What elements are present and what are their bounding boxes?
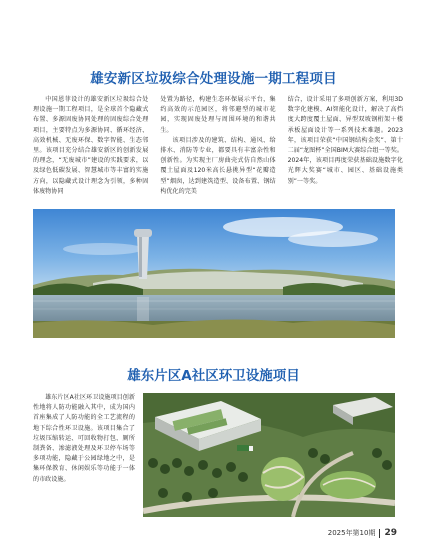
waste-facility-photo: [33, 209, 395, 338]
article1-column-3: [288, 95, 403, 207]
page-number: 29: [384, 528, 397, 538]
article1-title: 雄安新区垃圾综合处理设施一期工程项目: [90, 71, 337, 87]
article1-paragraph: 该项目涉及的建筑、结构、通风、给排水、消防等专业，都要具有丰富杂性和创新性。为实现主厂房曲壳式仿自然山体覆土屋面及120米高长悬挑异型“花瓣造型”烟囱，达到建筑造型、设备布置、钢结构优化的完美: [160, 136, 276, 195]
footer-divider: [379, 529, 380, 538]
article2-title: 雄东片区A社区环卫设施项目: [127, 368, 300, 384]
article1-paragraph: 中国恩菲设计的雄安新区垃圾综合处理设施一期工程项目，是全球首个隐藏式布置、多源固废协同处理的固废综合处理项目，主要特点为多源协同、循环经济、高效机械、无废环保、数字智能、生态邻里。该项目充分结合雄安新区的创新发展的理念，“无废城市”建设的实践要求，以及绿色低碳发展、智慧城市等丰富的实施方向，以隐藏式设计理念为引领，多种固体废物协同: [33, 96, 149, 195]
article1-body: [33, 95, 403, 207]
article1-column-2: [160, 95, 275, 207]
issue-label: 2025年第10期: [327, 529, 376, 537]
article2-paragraph: 雄东片区A社区环卫设施项目创新性地将人防功能融入其中，成为国内首座集成了人防功能的全工艺流程的地下综合性环卫设施。该项目集合了垃圾压缩转运、可回收物打包、厕所制粪备、渗滤液处理及环卫停车场等多项功能，隐藏于公园绿地之中，是集环保教育、休闲娱乐等功能于一体的市政设施。: [33, 394, 135, 483]
sanitation-facility-aerial-photo: [143, 393, 395, 517]
article1-paragraph: 结合，设计采用了多项创新方案，利用3D数字化建模、AI智能化设计，解决了高挡度大跨度覆土屋面、异型双坡钢桁架＋楼承板屋面设计等一系列技术难题。2023年，该项目荣获“中国钢结构金奖”、第十二届“龙图杯”全国BIM大赛综合组一等奖。2024年，该项目再度荣获基础设施数字化光辉大奖赛“城市、园区、基础设施类别”一等奖。: [287, 96, 403, 185]
article2-body: [33, 393, 135, 508]
article1-column-1: [33, 95, 148, 207]
article1-paragraph: 处置为路径，构建生态环保展示平台，集约高效的示范园区，将邻避型的城市花园，实现固废处理与周围环境的和谐共生。: [160, 96, 276, 134]
page-footer: [328, 528, 397, 538]
